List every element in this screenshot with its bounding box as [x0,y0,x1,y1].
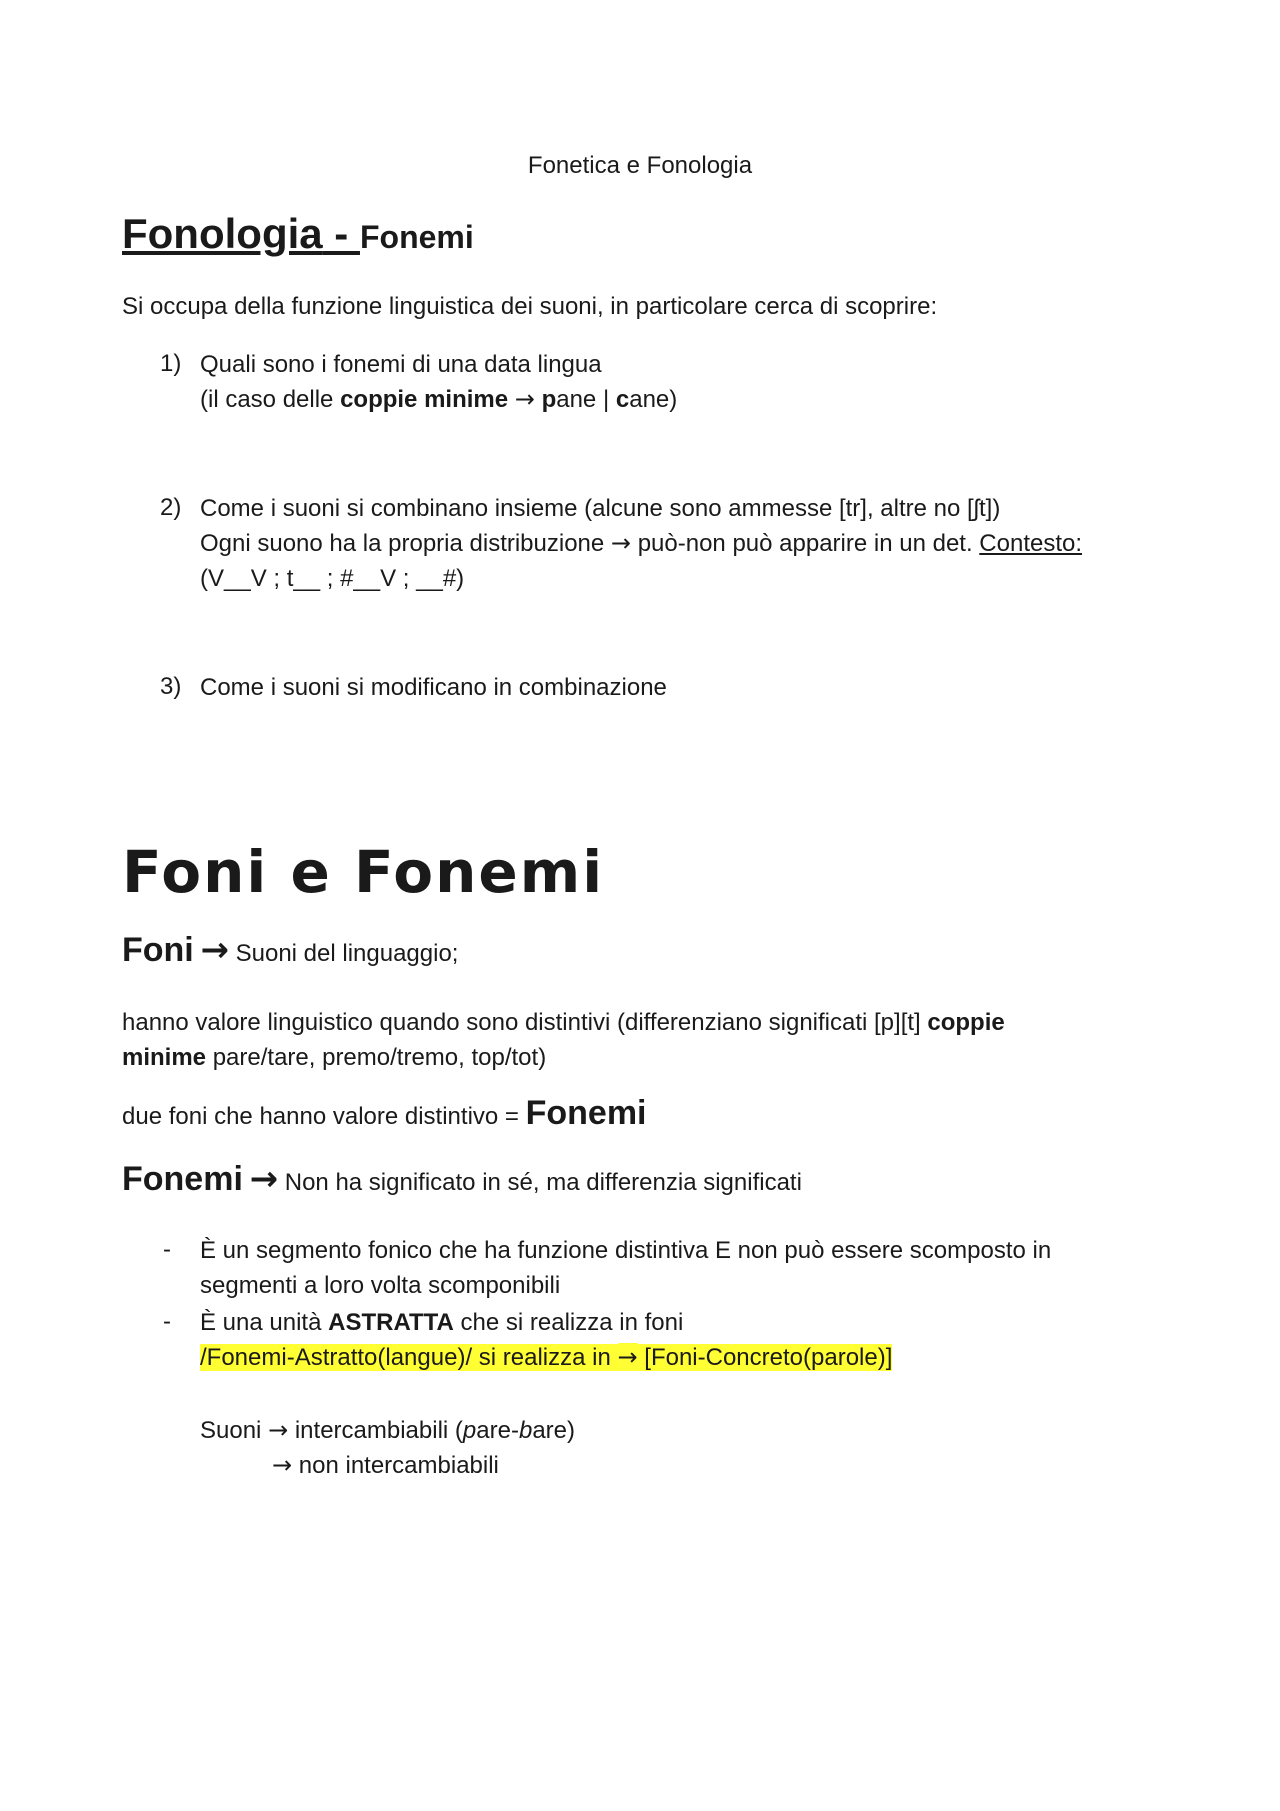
list-item [200,491,1082,596]
list-item-line: Come i suoni si combinano insieme (alcune sono ammesse [tr], altre no [ʃt]) [200,495,1001,522]
arrow-icon: → [617,1343,638,1371]
bullet-item [200,1233,1051,1303]
paragraph-foni [122,1005,1005,1075]
paragraph-line [122,1005,1005,1040]
list-number: 3) [160,673,182,700]
list-item [200,670,667,705]
term-foni: Foni [122,931,194,969]
paragraph-fonemi-def [122,1094,647,1132]
text: intercambiabili ( [288,1417,463,1444]
arrow-icon: → [268,1416,289,1444]
bold-text: minime [122,1044,207,1071]
bullet-item [200,1305,892,1375]
section-title-foni-e-fonemi: Foni e Fonemi [122,838,605,906]
arrow-icon: → [272,1451,293,1479]
text: può-non può apparire in un det. [631,530,980,557]
list-item-line: (V__V ; t__ ; #__V ; __#) [200,565,465,592]
heading-sub: Fonemi [359,219,474,255]
text: Suoni [200,1417,269,1444]
arrow-icon: → [610,529,632,557]
bullet-dash: - [163,1308,171,1335]
suoni-line [200,1448,575,1483]
fonemi-definition [122,1159,802,1199]
bold-text: Fonemi [525,1094,647,1132]
highlighted-text: /Fonemi-Astratto(langue)/ si realizza in [200,1344,618,1371]
highlighted-line [200,1340,892,1375]
text: ane) [629,386,678,413]
text: are) [532,1417,575,1444]
text: pare/tare, premo/tremo, top/tot) [206,1044,547,1071]
term-fonemi: Fonemi [122,1160,243,1198]
arrow-icon: → [514,385,535,413]
bullet-dash: - [163,1236,171,1263]
text: are- [476,1417,519,1444]
list-item-line: Come i suoni si modificano in combinazione [200,674,667,701]
italic-text: b [518,1417,533,1444]
bullet-line: È un segmento fonico che ha funzione distintiva E non può essere scomposto in [200,1237,1052,1264]
bullet-line [200,1305,892,1340]
list-number: 2) [160,494,182,521]
definition-text: Suoni del linguaggio; [235,940,459,967]
list-item-line [200,382,677,417]
bold-text: p [541,386,557,413]
italic-text: p [462,1417,477,1444]
suoni-line [200,1413,575,1448]
bold-text: coppie [927,1009,1005,1036]
arrow-icon: → [249,1159,279,1199]
definition-text: Non ha significato in sé, ma differenzia significati [284,1169,802,1196]
list-item-line: Quali sono i fonemi di una data lingua [200,351,602,378]
heading-separator: - [322,210,360,257]
text: non intercambiabili [292,1452,499,1479]
suoni-block [200,1413,575,1483]
text: due foni che hanno valore distintivo = [122,1103,526,1130]
bold-text: c [615,386,630,413]
intro-paragraph: Si occupa della funzione linguistica dei suoni, in particolare cerca di scoprire: [122,293,938,320]
bold-text: coppie minime [340,386,509,413]
text: (il caso delle [200,386,341,413]
text: che si realizza in foni [453,1309,684,1336]
document-title: Fonetica e Fonologia [527,152,753,179]
bullet-line: segmenti a loro volta scomponibili [200,1272,561,1299]
heading-main: Fonologia [122,210,323,257]
list-number: 1) [160,350,182,377]
list-item-line [200,526,1082,561]
arrow-icon: → [200,930,229,970]
paragraph-line [122,1040,1005,1075]
list-item [200,347,677,417]
text: ane | [556,386,616,413]
text: È una unità [200,1309,329,1336]
text: Ogni suono ha la propria distribuzione [200,530,611,557]
foni-definition [122,930,459,970]
underlined-text: Contesto: [979,530,1083,557]
text: hanno valore linguistico quando sono distintivi (differenziano significati [p][t] [122,1009,928,1036]
bold-text: ASTRATTA [328,1309,454,1336]
section-heading-fonologia [122,210,474,258]
highlighted-text: [Foni-Concreto(parole)] [644,1344,893,1371]
